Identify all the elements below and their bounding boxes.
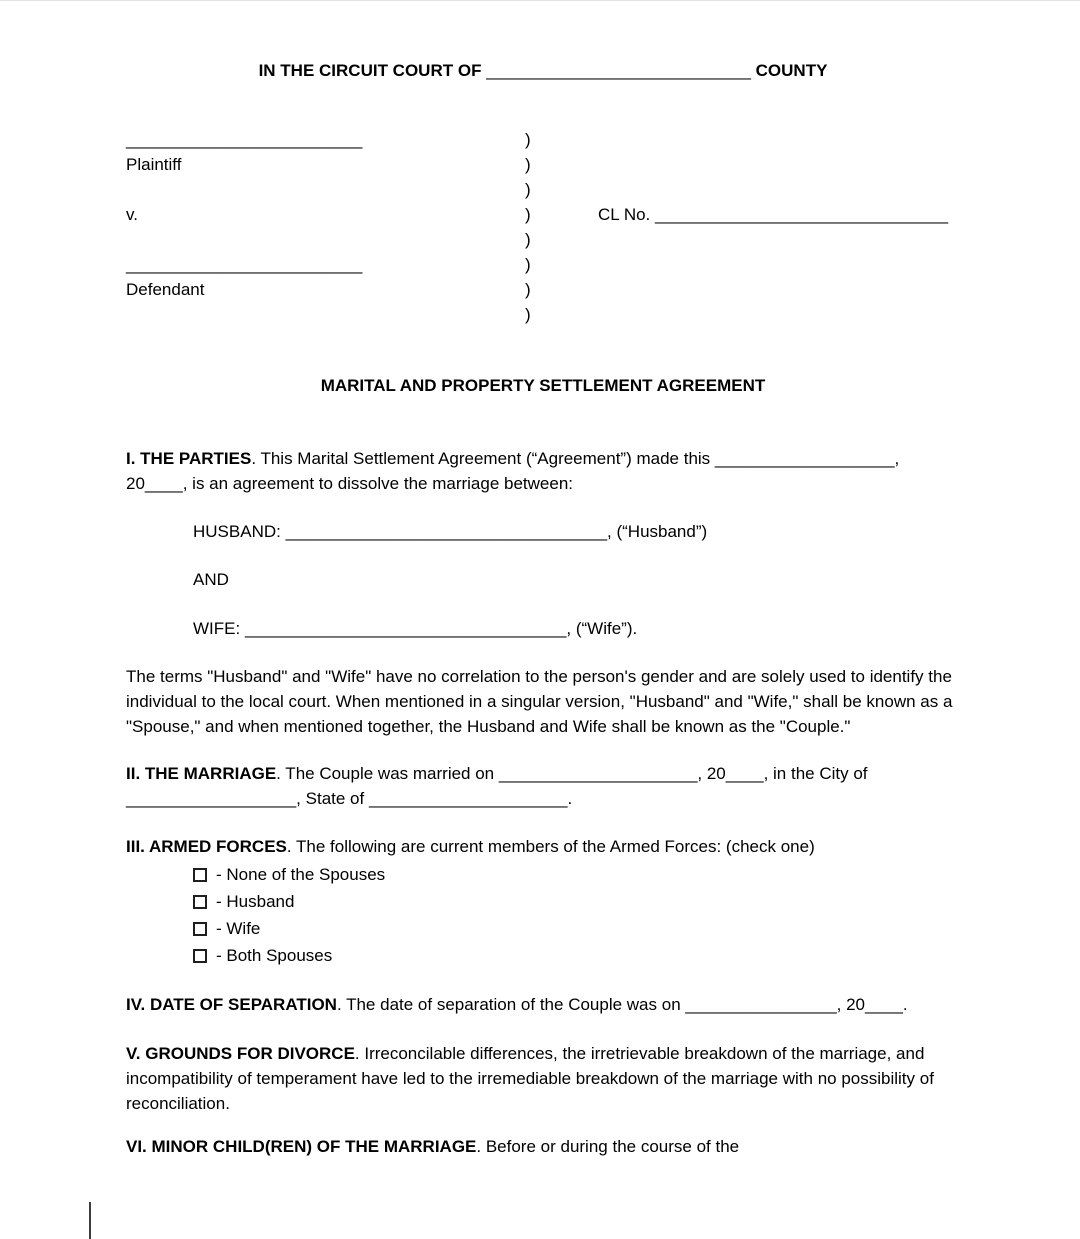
checkbox-icon[interactable]: [193, 922, 207, 936]
caption-case-number-column: [598, 127, 960, 327]
section-minor-children-body: . Before or during the course of the: [476, 1137, 740, 1156]
caption-paren: ): [525, 280, 531, 299]
caption-spacer-row: [126, 302, 525, 327]
checkbox-icon[interactable]: [193, 895, 207, 909]
section-grounds: [126, 1041, 960, 1116]
caption-paren: ): [525, 155, 531, 174]
section-armed-forces-body: . The following are current members of the Armed Forces: (check one): [286, 837, 815, 856]
case-caption: [126, 127, 960, 327]
caption-paren: ): [525, 255, 531, 274]
plaintiff-label: Plaintiff: [126, 155, 182, 174]
court-header-prefix: IN THE CIRCUIT COURT OF: [258, 61, 487, 80]
section-minor-children-heading: VI. MINOR CHILD(REN) OF THE MARRIAGE: [126, 1137, 477, 1156]
section-marriage: [126, 761, 960, 811]
section-parties-body: . This Marital Settlement Agreement (“Agreement”) made this ___________________, 20____, is an agreement to dissolve the marriage between:: [126, 449, 900, 493]
cl-no-blank: _______________________________: [655, 205, 949, 224]
option-both-spouses[interactable]: [193, 942, 960, 969]
husband-line: HUSBAND: __________________________________, (“Husband”): [193, 522, 708, 541]
terms-paragraph: The terms "Husband" and "Wife" have no correlation to the person's gender and are solely used to identify the individual to the local court. When mentioned in a singular version, "Husband" and "Wife," shall be known as a "Spouse," and when mentioned together, the Husband and Wife shall be known as the "Couple.": [126, 667, 953, 736]
section-armed-forces-heading: III. ARMED FORCES: [126, 837, 287, 856]
caption-parties-column: [126, 127, 525, 327]
section-parties: [126, 446, 960, 496]
checkbox-icon[interactable]: [193, 949, 207, 963]
section-minor-children: [126, 1134, 960, 1159]
and-label: AND: [193, 570, 229, 589]
caption-paren: ): [525, 305, 531, 324]
section-separation: [126, 992, 960, 1017]
section-marriage-heading: II. THE MARRIAGE: [126, 764, 277, 783]
option-none-of-the-spouses[interactable]: [193, 861, 960, 888]
caption-paren: ): [525, 230, 531, 249]
section-separation-body: . The date of separation of the Couple was on ________________, 20____.: [336, 995, 908, 1014]
section-marriage-body: . The Couple was married on _____________________, 20____, in the City of __________________, State of _____________________.: [126, 764, 868, 808]
section-armed-forces: [126, 834, 960, 859]
section-parties-heading: I. THE PARTIES: [126, 449, 252, 468]
option-label: - None of the Spouses: [216, 865, 386, 884]
cl-no-label: CL No.: [598, 205, 656, 224]
document-title: MARITAL AND PROPERTY SETTLEMENT AGREEMENT: [320, 376, 766, 395]
section-separation-heading: IV. DATE OF SEPARATION: [126, 995, 337, 1014]
defendant-name-line: _________________________: [126, 255, 363, 274]
option-husband[interactable]: [193, 888, 960, 915]
versus-label: v.: [126, 205, 138, 224]
court-header: [126, 58, 960, 83]
checkbox-icon[interactable]: [193, 868, 207, 882]
page-edge-artifact: [89, 1202, 91, 1239]
section-grounds-heading: V. GROUNDS FOR DIVORCE: [126, 1044, 355, 1063]
plaintiff-name-line: _________________________: [126, 130, 363, 149]
defendant-label: Defendant: [126, 280, 205, 299]
case-number-line: [598, 202, 960, 227]
section-grounds-body: . Irreconcilable differences, the irretrievable breakdown of the marriage, and incompatibility of temperament have led to the irremediable breakdown of the marriage with no possibility of reconciliation.: [126, 1044, 934, 1113]
caption-spacer-row: [126, 227, 525, 252]
caption-paren: ): [525, 205, 531, 224]
option-label: - Both Spouses: [216, 946, 333, 965]
caption-paren: ): [525, 180, 531, 199]
wife-line: WIFE: __________________________________, (“Wife”).: [193, 619, 638, 638]
armed-forces-options: [193, 861, 960, 969]
option-label: - Wife: [216, 919, 261, 938]
court-header-suffix: COUNTY: [750, 61, 828, 80]
caption-spacer-row: [126, 177, 525, 202]
option-label: - Husband: [216, 892, 295, 911]
caption-paren: ): [525, 130, 531, 149]
option-wife[interactable]: [193, 915, 960, 942]
caption-paren-column: [525, 127, 598, 327]
county-blank: ____________________________: [486, 61, 751, 80]
